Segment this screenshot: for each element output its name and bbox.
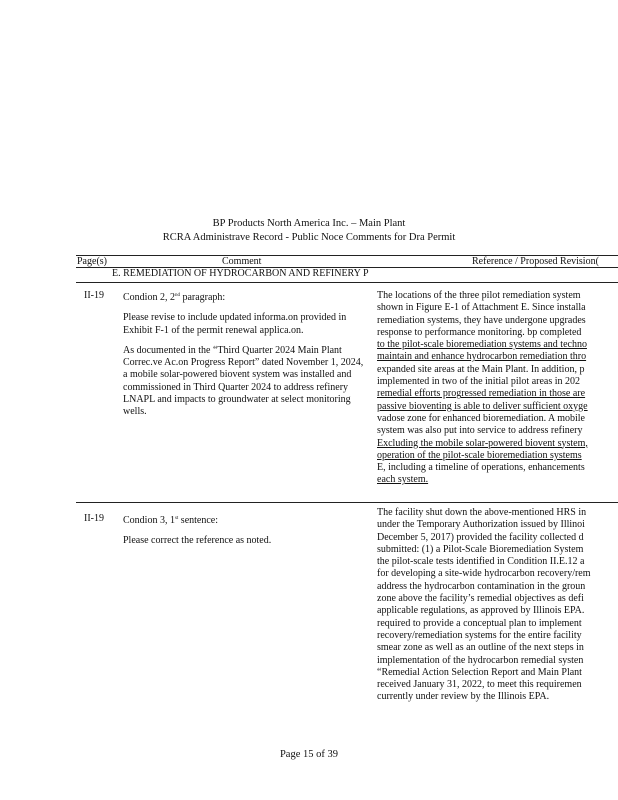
row1-comment-p1: Please revise to include updated informa.on provided in Exhibit F-1 of the permit renewal applica.on.	[123, 312, 347, 336]
response-line: smear zone as well as an outline of the next steps in	[377, 642, 584, 654]
response-line: passive bioventing is able to deliver sufficient oxyge	[377, 400, 588, 412]
row1-page: II-19	[84, 290, 104, 301]
response-line: shown in Figure E-1 of Attachment E. Since installa	[377, 302, 586, 314]
row1-comment-title-tail: paragraph:	[179, 292, 226, 303]
section-title: E. REMEDIATION OF HYDROCARBON AND REFINERY P	[112, 268, 369, 279]
row2-comment-title-text: Condion 3, 1	[123, 515, 175, 526]
response-line: system was also put into service to address refinery	[377, 425, 583, 437]
response-line: each system.	[377, 474, 429, 486]
response-line: applicable regulations, as approved by Illinois EPA.	[377, 605, 585, 617]
response-line: currently under review by the Illinois EPA.	[377, 691, 550, 703]
row2-comment-title	[123, 513, 369, 527]
response-line: submitted: (1) a Pilot-Scale Bioremediation System	[377, 543, 584, 555]
response-line: response to performance monitoring. bp completed	[377, 326, 582, 338]
response-line: to the pilot-scale bioremediation systems and techno	[377, 339, 587, 351]
row1-comment	[123, 290, 369, 427]
row1-comment-title	[123, 290, 369, 304]
row2-comment	[123, 513, 369, 556]
response-line: implementation of the hydrocarbon remedial systen	[377, 654, 584, 666]
response-line: implemented in two of the initial pilot areas in 202	[377, 376, 581, 388]
response-line: remediation systems, they have undergone upgrades	[377, 314, 586, 326]
response-line: received January 31, 2022, to meet this requiremen	[377, 679, 582, 691]
row2-comment-p1: Please correct the reference as noted.	[123, 535, 272, 547]
row-divider-rule	[76, 502, 618, 503]
response-line: the pilot-scale tests identified in Condition II.E.12 a	[377, 556, 585, 568]
row2-page: II-19	[84, 513, 104, 524]
section-bottom-rule	[76, 282, 618, 283]
response-line: maintain and enhance hydrocarbon remediation thro	[377, 351, 587, 363]
response-line: remedial efforts progressed remediation in those are	[377, 388, 586, 400]
row1-response	[377, 290, 618, 487]
response-line: zone above the facility’s remedial objectives as defi	[377, 593, 584, 605]
response-line: “Remedial Action Selection Report and Main Plant	[377, 666, 582, 678]
response-line: for developing a site-wide hydrocarbon recovery/rem	[377, 568, 591, 580]
column-header-reference: Reference / Proposed Revision(	[472, 256, 599, 267]
response-line: The locations of the three pilot remediation system	[377, 290, 581, 301]
response-line: The facility shut down the above-mentioned HRS in	[377, 507, 587, 518]
row2-response	[377, 507, 618, 704]
response-line: required to provide a conceptual plan to implement	[377, 617, 582, 629]
row1-comment-p2: As documented in the “Third Quarter 2024 Main Plant Correc.ve Ac.on Progress Report” dated November 1, 2024, a mobile solar-powered biovent system was installed and commissioned in Third Quarter 2024 to address refinery LNAPL and impacts to groundwater at select monitoring wells.	[123, 344, 364, 418]
response-line: under the Temporary Authorization issued by Illinoi	[377, 519, 585, 531]
response-line: operation of the pilot-scale bioremediation systems	[377, 449, 582, 461]
column-header-comment: Comment	[222, 256, 262, 267]
response-line: expanded site areas at the Main Plant. In addition, p	[377, 363, 585, 375]
response-line: E, including a timeline of operations, enhancements	[377, 462, 585, 474]
response-line: December 5, 2017) provided the facility collected d	[377, 531, 584, 543]
page-number-footer: Page 15 of 39	[279, 749, 339, 760]
response-line: Excluding the mobile solar-powered biovent system,	[377, 437, 588, 449]
row1-comment-title-text: Condion 2, 2	[123, 292, 175, 303]
row2-comment-title-tail: sentence:	[178, 515, 218, 526]
response-line: address the hydrocarbon contamination in the groun	[377, 580, 586, 592]
response-line: recovery/remediation systems for the entire facility	[377, 629, 582, 641]
row1-comment-title-sup: nd	[174, 293, 180, 298]
document-header-subtitle: RCRA Administrave Record - Public Noce Comments for Dra Permit	[162, 232, 456, 243]
column-header-pages: Page(s)	[77, 256, 107, 267]
response-line: vadose zone for enhanced bioremediation. A mobile	[377, 412, 585, 424]
document-header-title: BP Products North America Inc. – Main Plant	[212, 218, 406, 229]
row2-comment-title-sup: st	[174, 516, 179, 521]
